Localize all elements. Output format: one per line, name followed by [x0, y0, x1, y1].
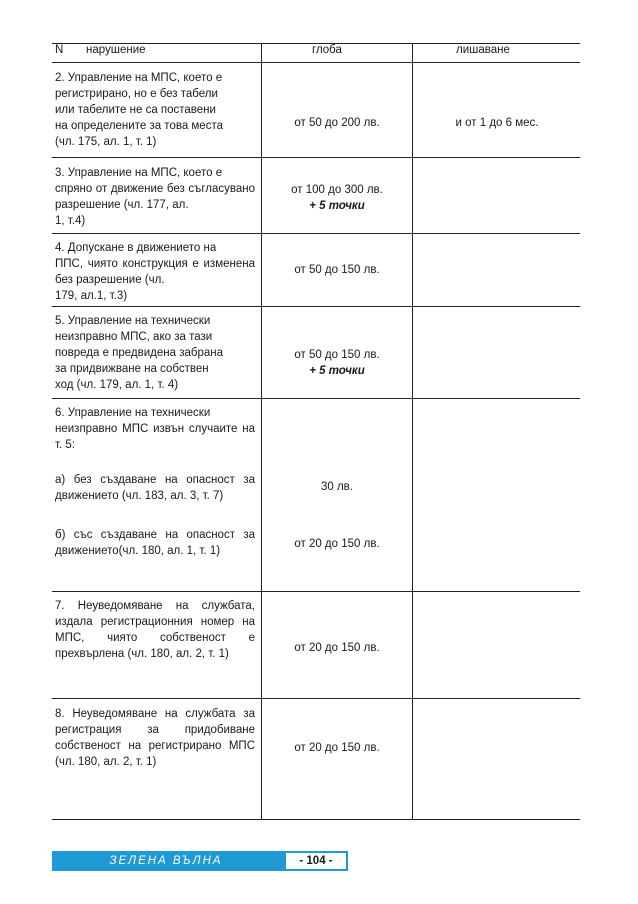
violation-text: 6. Управление на технически неизправно МПС извън случаите на т. 5:: [55, 407, 255, 451]
row-divider: [52, 698, 580, 699]
fine-text: от 20 до 150 лв.: [294, 538, 380, 550]
fine-text: 30 лв.: [320, 481, 353, 493]
fine-text: от 50 до 150 лв.: [294, 264, 380, 276]
points-text: + 5 точки: [309, 365, 365, 377]
row-divider: [52, 157, 580, 158]
footer-title: ЗЕЛЕНА ВЪЛНА: [109, 855, 223, 867]
table-bottom-rule: [52, 819, 580, 820]
row-divider: [52, 398, 580, 399]
fine-text: от 20 до 150 лв.: [294, 642, 380, 654]
header-violation: нарушение: [86, 44, 146, 56]
violation-text: 8. Неуведомяване на службата за регистрация за придобиване собственост на регистрирано МПС (чл. 180, ал. 2, т. 1): [55, 708, 255, 768]
fine-text: от 50 до 200 лв.: [294, 117, 380, 129]
violation-subcase-a: а) без създаване на опасност за движението (чл. 183, ал. 3, т. 7): [55, 474, 255, 502]
row-divider: [52, 233, 580, 234]
header-fine: глоба: [312, 44, 342, 56]
page-number: - 104 -: [286, 853, 346, 869]
row-divider: [52, 591, 580, 592]
header-n: N: [55, 44, 64, 56]
row-divider: [52, 306, 580, 307]
fine-text: от 50 до 150 лв. + 5 точки: [262, 347, 412, 379]
column-divider-1: [261, 43, 262, 820]
deprivation-text: и от 1 до 6 мес.: [455, 117, 539, 129]
violation-text: 5. Управление на технически неизправно МПС, ако за тази повреда е предвидена забрана за придвижване на собствен ход (чл. 179, ал. 1, т. 4): [55, 315, 224, 391]
header-bottom-rule: [52, 62, 580, 63]
violation-subcase-b: б) със създаване на опасност за движението(чл. 180, ал. 1, т. 1): [55, 529, 255, 557]
violation-text: 4. Допускане в движението на ППС, чиято конструкция е изменена без разрешение (чл. 179, ал.1, т.3): [55, 242, 255, 302]
violation-text: 2. Управление на МПС, което е регистрирано, но е без табели или табелите не са поставени на определените за това места (чл. 175, ал. 1, т. 1): [55, 72, 223, 148]
fine-text: от 20 до 150 лв.: [294, 742, 380, 754]
points-text: + 5 точки: [309, 200, 365, 212]
violation-text: 3. Управление на МПС, което е спряно от движение без съгласувано разрешение (чл. 177, ал. 1, т.4): [55, 167, 255, 227]
column-divider-2: [412, 43, 413, 820]
header-deprivation: лишаване: [456, 44, 510, 56]
fine-text: от 100 до 300 лв. + 5 точки: [262, 182, 412, 214]
violation-text: 7. Неуведомяване на службата, издала регистрационния номер на МПС, чиято собственост е прехвърлена (чл. 180, ал. 2, т. 1): [55, 600, 255, 660]
